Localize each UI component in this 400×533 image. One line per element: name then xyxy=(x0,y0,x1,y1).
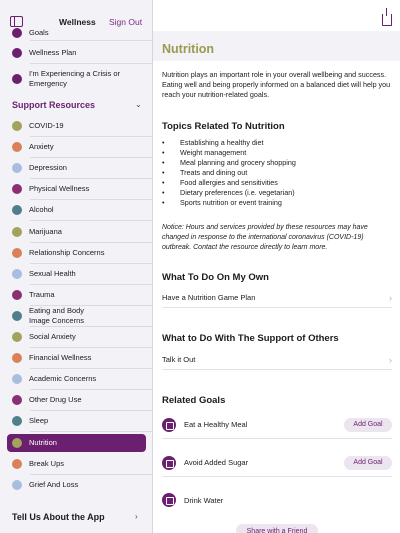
water-icon xyxy=(162,493,176,507)
topics-list xyxy=(171,138,296,208)
goal-label: Avoid Added Sugar xyxy=(184,458,249,467)
section-support-resources[interactable]: Support Resources xyxy=(12,100,96,110)
sidebar-item-label: Sexual Health xyxy=(29,269,76,278)
sidebar-item-alcohol[interactable] xyxy=(0,201,153,219)
sidebar-item-label: Depression xyxy=(29,163,67,172)
sidebar-item-trauma[interactable] xyxy=(0,286,153,304)
row-label: Talk it Out xyxy=(162,355,196,364)
sidebar-item-label: Trauma xyxy=(29,290,55,299)
divider xyxy=(30,40,153,41)
share-with-friend-button[interactable]: Share with a Friend xyxy=(236,524,318,533)
main-content xyxy=(153,0,400,533)
list-item: • Sports nutrition or event training xyxy=(171,198,296,208)
goal-label: Eat a Healthy Meal xyxy=(184,420,248,429)
sidebar-item-physical-wellness[interactable] xyxy=(0,180,153,198)
sidebar-item-crisis[interactable] xyxy=(0,68,153,90)
divider xyxy=(30,431,153,432)
divider xyxy=(30,474,153,475)
own-action-row[interactable] xyxy=(162,288,392,308)
sidebar-item-nutrition[interactable] xyxy=(7,434,146,452)
resource-dot-icon xyxy=(12,416,22,426)
list-item: • Meal planning and grocery shopping xyxy=(171,158,296,168)
divider xyxy=(30,178,153,179)
resource-dot-icon xyxy=(12,142,22,152)
divider xyxy=(30,157,153,158)
resource-dot-icon xyxy=(12,121,22,131)
goal-row xyxy=(162,486,392,514)
chevron-right-icon: › xyxy=(389,292,392,303)
intro-text: Nutrition plays an important role in your overall wellbeing and success. Eating well and being properly informed on a balanced diet will help you reach your nutrition-related goals. xyxy=(162,70,391,99)
sidebar-item-label: Other Drug Use xyxy=(29,395,82,404)
resource-dot-icon xyxy=(12,269,22,279)
section-tell-us[interactable]: Tell Us About the App xyxy=(12,512,105,522)
sidebar-item-label: COVID-19 xyxy=(29,121,64,130)
sidebar-item-label: I'm Experiencing a Crisis or Emergency xyxy=(29,69,121,88)
sidebar-item-wellness-plan[interactable] xyxy=(0,47,153,59)
sidebar-item-marijuana[interactable] xyxy=(0,223,153,241)
topics-heading: Topics Related To Nutrition xyxy=(162,121,285,132)
sidebar-item-label: Relationship Concerns xyxy=(29,248,105,257)
sidebar-item-financial-wellness[interactable] xyxy=(0,349,153,367)
sidebar-item-anxiety[interactable] xyxy=(0,138,153,156)
sidebar-item-label: Eating and Body Image Concerns xyxy=(29,306,85,325)
resource-dot-icon xyxy=(12,290,22,300)
divider xyxy=(30,136,153,137)
sidebar-title: Wellness xyxy=(59,17,96,27)
sidebar-item-covid-19[interactable] xyxy=(0,117,153,135)
resource-dot-icon xyxy=(12,227,22,237)
sidebar-item-break-ups[interactable] xyxy=(0,455,153,473)
support-heading: What to Do With The Support of Others xyxy=(162,333,339,344)
resource-dot-icon xyxy=(12,438,22,448)
resource-dot-icon xyxy=(12,353,22,363)
divider xyxy=(30,242,153,243)
sidebar-item-sleep[interactable] xyxy=(0,412,153,430)
goals-heading: Related Goals xyxy=(162,395,226,406)
sidebar-item-academic-concerns[interactable] xyxy=(0,370,153,388)
resource-dot-icon xyxy=(12,184,22,194)
sidebar-item-label: Financial Wellness xyxy=(29,353,92,362)
divider xyxy=(30,263,153,264)
resource-dot-icon xyxy=(12,395,22,405)
goal-row xyxy=(162,411,392,439)
resource-dot-icon xyxy=(12,459,22,469)
sidebar-item-label: Nutrition xyxy=(29,438,57,447)
plus-cross-icon xyxy=(12,74,22,84)
meal-icon xyxy=(162,418,176,432)
sidebar-item-social-anxiety[interactable] xyxy=(0,328,153,346)
share-icon[interactable] xyxy=(382,14,392,26)
sidebar-item-label: Grief And Loss xyxy=(29,480,79,489)
sidebar-item-eating-and-body-image-concerns[interactable] xyxy=(0,305,153,327)
resource-dot-icon xyxy=(12,480,22,490)
sidebar-item-label: Alcohol xyxy=(29,205,54,214)
goals-icon xyxy=(12,28,22,38)
resource-dot-icon xyxy=(12,332,22,342)
sidebar-item-label: Goals xyxy=(29,28,49,37)
list-item: • Weight management xyxy=(171,148,296,158)
list-item: • Food allergies and sensitivities xyxy=(171,178,296,188)
sidebar-item-label: Social Anxiety xyxy=(29,332,76,341)
resource-dot-icon xyxy=(12,311,22,321)
sidebar-item-label: Sleep xyxy=(29,416,49,425)
goal-row xyxy=(162,449,392,477)
sidebar-item-grief-and-loss[interactable] xyxy=(0,476,153,494)
sidebar xyxy=(0,0,153,533)
list-item: • Dietary preferences (i.e. vegetarian) xyxy=(171,188,296,198)
sidebar-item-label: Anxiety xyxy=(29,142,54,151)
chevron-right-icon: › xyxy=(389,354,392,365)
sidebar-item-label: Physical Wellness xyxy=(29,184,90,193)
divider xyxy=(30,347,153,348)
row-label: Have a Nutrition Game Plan xyxy=(162,293,256,302)
chevron-right-icon[interactable]: › xyxy=(135,512,138,521)
add-goal-button[interactable]: Add Goal xyxy=(344,418,392,432)
divider xyxy=(30,199,153,200)
resource-dot-icon xyxy=(12,374,22,384)
resource-dot-icon xyxy=(12,163,22,173)
sidebar-item-label: Academic Concerns xyxy=(29,374,97,383)
sidebar-item-relationship-concerns[interactable] xyxy=(0,244,153,262)
chevron-down-icon[interactable]: ⌄ xyxy=(135,100,142,109)
divider xyxy=(30,410,153,411)
divider xyxy=(30,63,153,64)
sidebar-item-label: Marijuana xyxy=(29,227,62,236)
divider xyxy=(30,326,153,327)
divider xyxy=(30,368,153,369)
sidebar-item-sexual-health[interactable] xyxy=(0,265,153,283)
notice-text: Notice: Hours and services provided by these resources may have changed in response to the international coronavirus (COVID-19) outbreak. Contact the resource directly to learn more. xyxy=(162,224,368,251)
sidebar-item-label: Wellness Plan xyxy=(29,48,77,57)
sidebar-item-depression[interactable] xyxy=(0,159,153,177)
sugar-icon xyxy=(162,456,176,470)
sidebar-item-other-drug-use[interactable] xyxy=(0,391,153,409)
sidebar-item-goals[interactable] xyxy=(0,28,153,38)
divider xyxy=(30,389,153,390)
add-goal-button[interactable]: Add Goal xyxy=(344,456,392,470)
sidebar-toggle-icon[interactable] xyxy=(10,16,23,27)
list-item: • Treats and dining out xyxy=(171,168,296,178)
support-action-row[interactable] xyxy=(162,350,392,370)
own-heading: What To Do On My Own xyxy=(162,272,269,283)
divider xyxy=(30,284,153,285)
sidebar-item-label: Break Ups xyxy=(29,459,65,468)
goal-label: Drink Water xyxy=(184,495,224,505)
divider xyxy=(30,220,153,221)
page-title: Nutrition xyxy=(162,42,215,56)
sign-out-button[interactable]: Sign Out xyxy=(109,17,143,27)
wellness-plan-icon xyxy=(12,48,22,58)
resource-dot-icon xyxy=(12,248,22,258)
resource-dot-icon xyxy=(12,205,22,215)
list-item: • Establishing a healthy diet xyxy=(171,138,296,148)
